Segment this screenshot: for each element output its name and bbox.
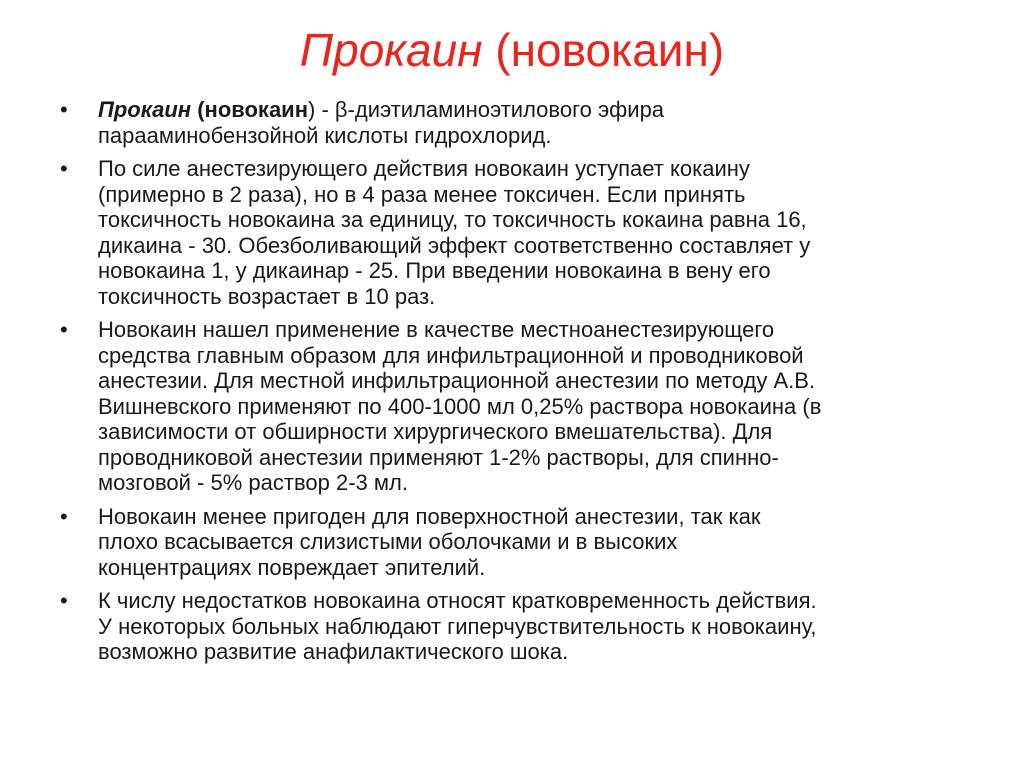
bullet-line: анестезии. Для местной инфильтрационной анестезии по методу А.В.	[98, 368, 816, 393]
bullet-dot-icon: •	[60, 97, 68, 122]
slide-title-rest: (новокаин)	[482, 24, 725, 76]
bullet-text: ) - β-диэтиламиноэтилового эфира	[308, 97, 665, 122]
bullet-line: токсичность возрастает в 10 раз.	[98, 283, 436, 309]
bullet-line: дикаина - 30. Обезболивающий эффект соответственно составляет у	[98, 232, 811, 258]
bullet-line: новокаина 1, у дикаинаp - 25. При введении новокаина в вену его	[98, 258, 771, 283]
bullet-line: плохо всасывается слизистыми оболочками и в высоких	[98, 529, 678, 554]
bullet-dot-icon: •	[60, 588, 68, 613]
bullet-line: (примерно в 2 раза), но в 4 раза менее токсичен. Если принять	[98, 181, 746, 207]
bullet-item	[58, 588, 978, 665]
bullet-dot-icon: •	[60, 156, 68, 181]
slide-title	[0, 22, 1024, 78]
bullet-line: возможно развитие анафилактического шока.	[98, 639, 569, 664]
bullet-line: средства главным образом для инфильтрационной и проводниковой	[98, 342, 804, 368]
bullet-line: Новокаин менее пригоден для поверхностной анестезии, так как	[98, 503, 761, 529]
bullet-line	[98, 97, 978, 123]
bullet-item	[58, 504, 978, 581]
bullet-line: токсичность новокаина за единицу, то токсичность кокаина равна 16,	[98, 207, 807, 232]
bullet-line: проводниковой анестезии применяют 1-2% растворы, для спинно-	[98, 444, 779, 470]
bullet-line: Новокаин нашел применение в качестве местноанестезирующего	[98, 317, 775, 342]
bullet-line: мозговой - 5% раствор 2-3 мл.	[98, 470, 408, 495]
bullet-item	[58, 97, 978, 148]
bullet-dot-icon: •	[60, 317, 68, 342]
bullet-line: По силе анестезирующего действия новокаин уступает кокаину	[98, 156, 750, 181]
bullet-list	[58, 97, 978, 673]
bullet-line: К числу недостатков новокаина относят кратковременность действия.	[98, 588, 817, 613]
bullet-item	[58, 156, 978, 309]
term-novocaine: (новокаин	[191, 97, 308, 122]
bullet-line: концентрациях повреждает эпителий.	[98, 554, 486, 580]
bullet-dot-icon: •	[60, 503, 68, 529]
bullet-line: У некоторых больных наблюдают гиперчувствительность к новокаину,	[98, 613, 817, 639]
bullet-item	[58, 317, 978, 496]
bullet-line: парааминобензойной кислоты гидрохлорид.	[98, 122, 552, 148]
bullet-line: зависимости от обширности хирургического вмешательства). Для	[98, 419, 773, 444]
slide-title-main: Прокаин	[299, 24, 483, 76]
bullet-line: Вишневского применяют по 400-1000 мл 0,25% раствора новокаина (в	[98, 393, 822, 419]
term-procaine: Прокаин	[98, 97, 192, 122]
